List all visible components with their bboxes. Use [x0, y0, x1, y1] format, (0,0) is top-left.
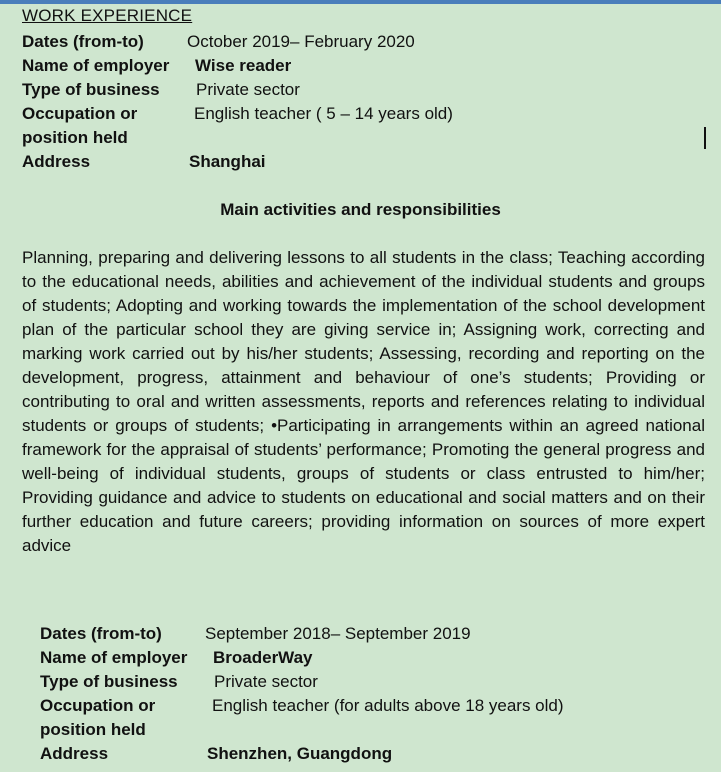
- employer-label: Name of employer: [40, 648, 188, 667]
- employer-value: Wise reader: [195, 56, 292, 75]
- dates-value: September 2018– September 2019: [205, 624, 471, 643]
- address-value: Shenzhen, Guangdong: [207, 744, 393, 763]
- business-label: Type of business: [22, 80, 160, 99]
- business-value: Private sector: [214, 672, 318, 691]
- business-label: Type of business: [40, 672, 178, 691]
- occupation-label: Occupation or: [22, 104, 138, 123]
- dates-value: October 2019– February 2020: [187, 32, 415, 51]
- address-label: Address: [22, 152, 91, 171]
- address-label: Address: [40, 744, 109, 763]
- occupation-label-line-2: position held: [22, 128, 128, 147]
- business-value: Private sector: [196, 80, 300, 99]
- employer-label: Name of employer: [22, 56, 170, 75]
- address-value: Shanghai: [189, 152, 266, 171]
- dates-label: Dates (from-to): [40, 624, 162, 643]
- occupation-label-line-2: position held: [40, 720, 146, 739]
- section-title: WORK EXPERIENCE: [22, 6, 193, 25]
- occupation-value: English teacher ( 5 – 14 years old): [194, 104, 453, 123]
- activities-paragraph: Planning, preparing and delivering lessons to all students in the class; Teaching according to the educational needs, abilities and achievement of the individual students and groups of students; Adopting and working towards the implementation of the school development plan of the particular school they are giving service in; Assigning work, correcting and marking work carried out by his/her students; Assessing, recording and reporting on the development, progress, attainment and behaviour of one’s students; Providing or contributing to oral and written assessments, reports and references relating to individual students or groups of students; •Participating in arrangements within an agreed national framework for the appraisal of students’ performance; Promoting the general progress and well-being of individual students, groups of students or class entrusted to him/her; Providing guidance and advice to students on educational and social matters and on their further education and future careers; providing information on sources of more expert advice: [22, 248, 705, 555]
- employer-value: BroaderWay: [213, 648, 313, 667]
- text-cursor: [704, 127, 706, 149]
- dates-label: Dates (from-to): [22, 32, 144, 51]
- top-border: [0, 0, 721, 4]
- occupation-value: English teacher (for adults above 18 years old): [212, 696, 564, 715]
- occupation-label: Occupation or: [40, 696, 156, 715]
- activities-heading: Main activities and responsibilities: [220, 200, 501, 219]
